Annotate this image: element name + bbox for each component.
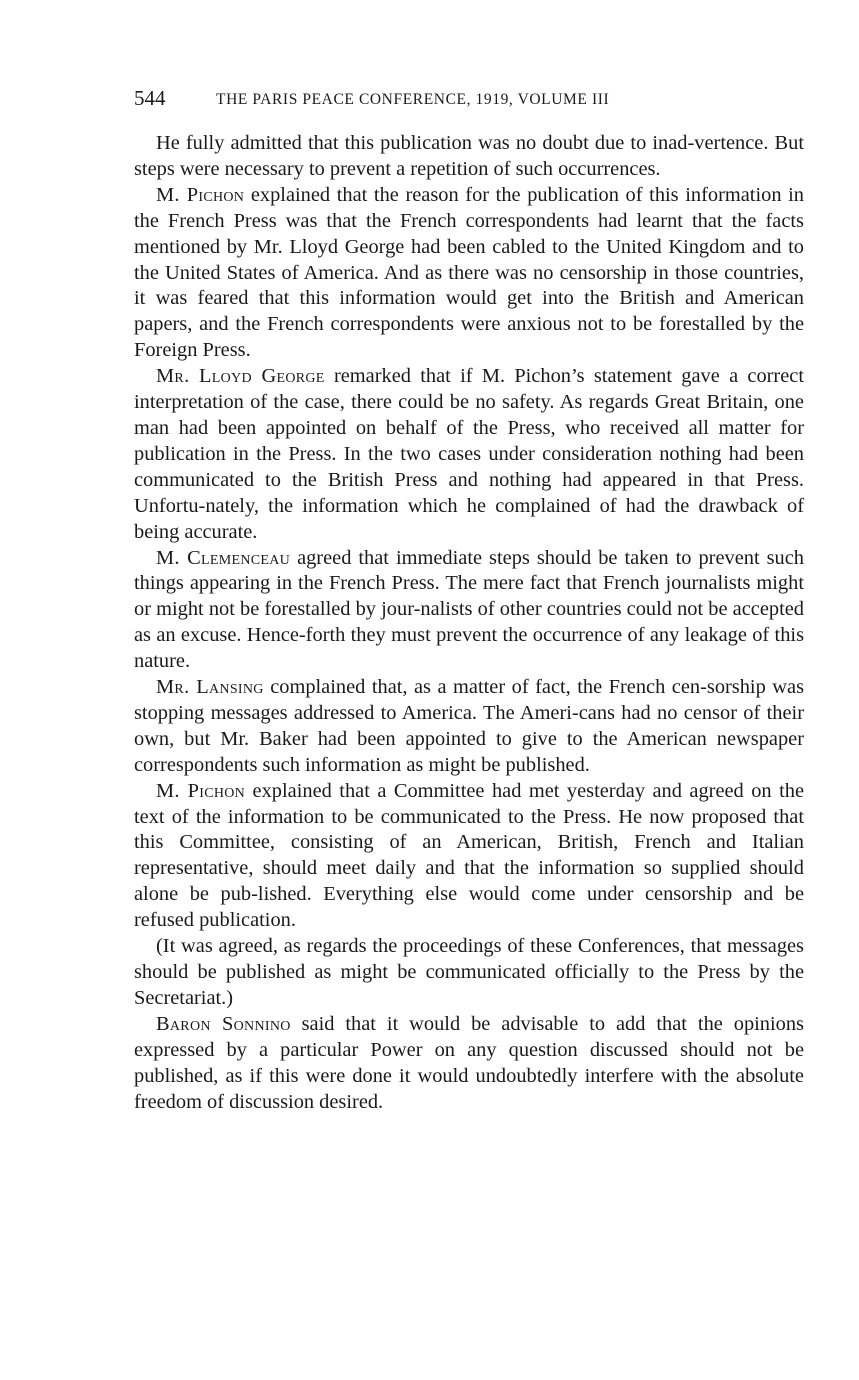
speaker-name: Mr. Lansing	[156, 676, 264, 699]
paragraph	[134, 675, 804, 779]
paragraph-text: agreed that immediate steps should be taken to prevent such things appearing in the French Press. The mere fact that French journalists might or might not be forestalled by jour-nalists of other countries could not be accepted as an excuse. Hence-forth they must prevent the occurrence of any leakage of this nature.	[134, 546, 804, 673]
speaker-name: M. Pichon	[156, 183, 245, 206]
speaker-name: Baron Sonnino	[156, 1012, 291, 1035]
speaker-name: Mr. Lloyd George	[156, 365, 325, 388]
paragraph-text: He fully admitted that this publication was no doubt due to inad-vertence. But steps were necessary to prevent a repetition of such occurrences.	[134, 132, 804, 180]
paragraph-text: explained that the reason for the publication of this information in the French Press was that the French correspondents had learnt that the facts mentioned by Mr. Lloyd George had been cabled to the United Kingdom and to the United States of America. And as there was no censorship in those countries, it was feared that this information would get into the British and American papers, and the French correspondents were anxious not to be forestalled by the Foreign Press.	[134, 183, 804, 362]
paragraph	[134, 183, 804, 364]
paragraph	[134, 1012, 804, 1116]
page-number: 544	[134, 86, 166, 110]
paragraph	[134, 779, 804, 934]
paragraph	[134, 131, 804, 183]
body-text	[134, 131, 804, 1115]
paragraph	[134, 364, 804, 545]
paragraph-text: remarked that if M. Pichon’s statement gave a correct interpretation of the case, there could be no safety. As regards Great Britain, one man had been appointed on behalf of the Press, who received all matter for publication in the Press. In the two cases under consideration nothing had been communicated to the British Press and nothing had appeared in that Press. Unfortu-nately, the information which he complained of had the drawback of being accurate.	[134, 365, 804, 543]
paragraph	[134, 934, 804, 1012]
paragraph	[134, 546, 804, 676]
speaker-name: M. Clemenceau	[156, 546, 291, 569]
paragraph-text: said that it would be advisable to add that the opinions expressed by a particular Power on any question discussed should not be published, as if this were done it would undoubtedly interfere with the absolute freedom of discussion desired.	[134, 1012, 804, 1113]
running-head	[134, 86, 804, 116]
paragraph-text: (It was agreed, as regards the proceedings of these Conferences, that messages should be published as might be communicated officially to the Press by the Secretariat.)	[134, 935, 804, 1009]
running-title: THE PARIS PEACE CONFERENCE, 1919, VOLUME III	[216, 91, 610, 108]
paragraph-text: complained that, as a matter of fact, the French cen-sorship was stopping messages addressed to America. The Ameri-cans had no censor of their own, but Mr. Baker had been appointed to give to the American newspaper correspondents such information as might be published.	[134, 676, 804, 776]
paragraph-text: explained that a Committee had met yesterday and agreed on the text of the information to be communicated to the Press. He now proposed that this Committee, consisting of an American, British, French and Italian representative, should meet daily and that the information so supplied should alone be pub-lished. Everything else would come under censorship and be refused publication.	[134, 779, 804, 932]
speaker-name: M. Pichon	[156, 779, 246, 802]
